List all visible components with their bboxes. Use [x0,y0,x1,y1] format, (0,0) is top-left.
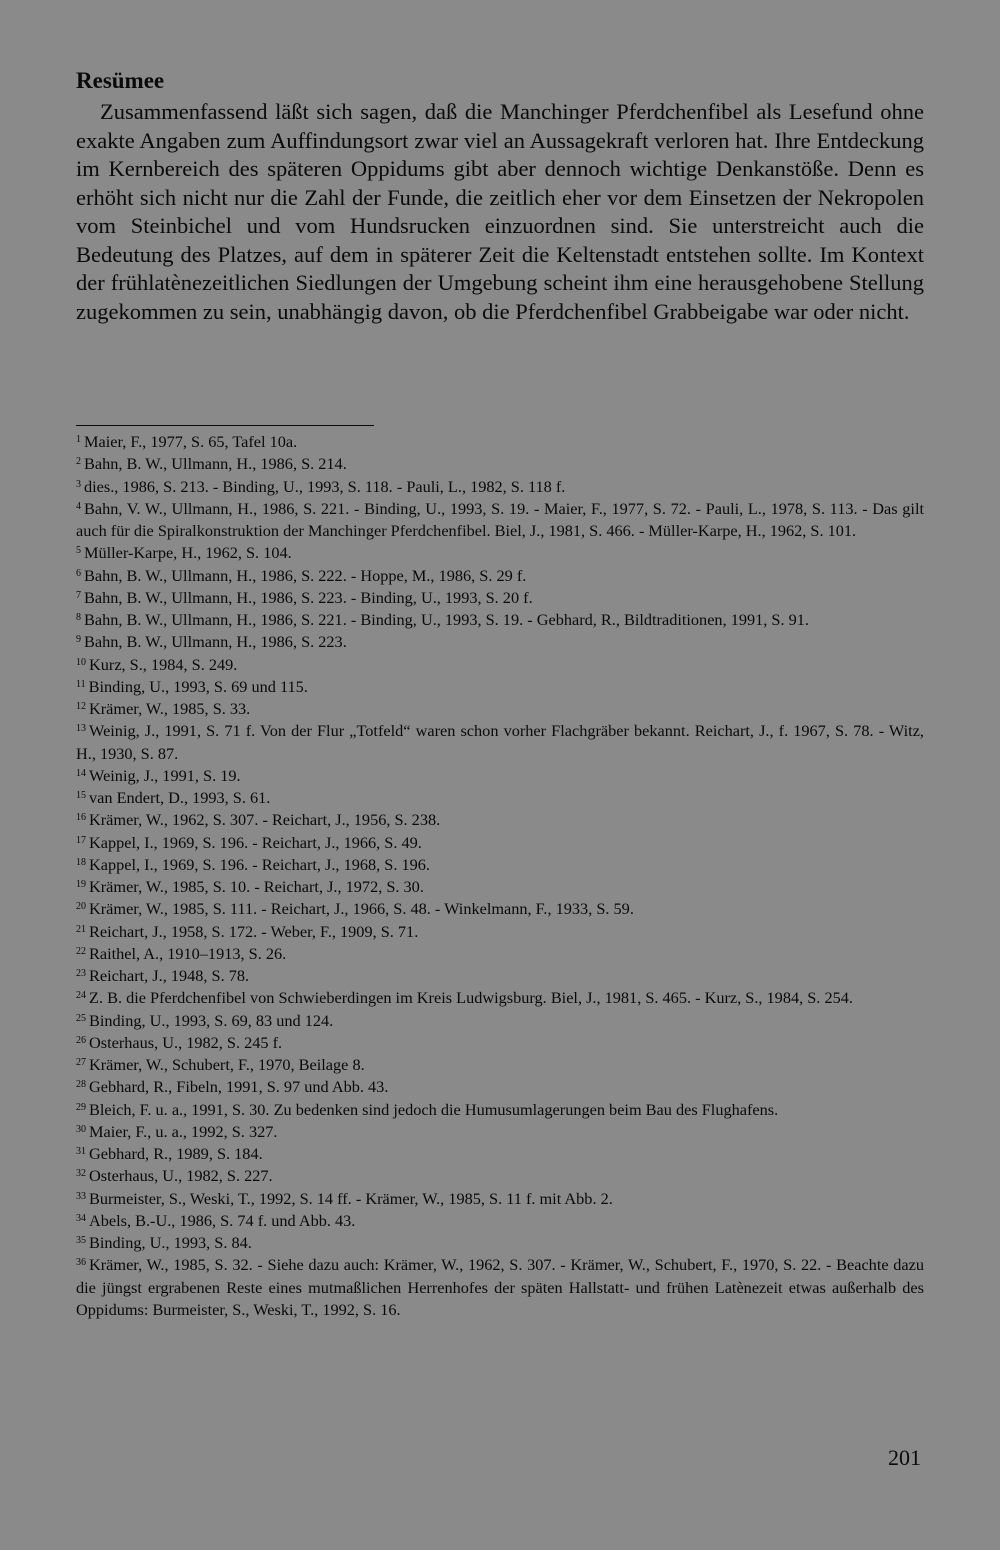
footnote-item [76,1054,924,1076]
footnote-number: 19 [76,879,86,890]
footnote-text: Maier, F., u. a., 1992, S. 327. [89,1121,278,1141]
footnote-number: 13 [76,723,86,735]
footnote-number: 35 [76,1235,86,1246]
footnote-number: 33 [76,1190,86,1202]
footnote-item [76,1254,924,1321]
footnote-text: Gebhard, R., Fibeln, 1991, S. 97 und Abb. 43. [89,1077,389,1097]
footnote-text: Gebhard, R., 1989, S. 184. [89,1144,263,1163]
footnote-number: 22 [76,945,86,957]
footnote-number: 31 [76,1146,86,1157]
footnote-text: Krämer, W., Schubert, F., 1970, Beilage 8. [89,1055,365,1074]
footnote-number: 25 [76,1012,86,1024]
footnote-number: 5 [76,545,81,557]
footnote-number: 6 [76,567,81,579]
footnote-number: 16 [76,812,86,824]
footnote-item [76,787,924,809]
footnote-item [76,1076,924,1098]
footnote-text: Osterhaus, U., 1982, S. 227. [89,1166,273,1186]
footnote-text: Osterhaus, U., 1982, S. 245 f. [89,1032,283,1052]
footnote-number: 29 [76,1101,86,1113]
footnote-text: Weinig, J., 1991, S. 71 f. Von der Flur „Totfeld“ waren schon vorher Flachgräber bekannt. Reichart, J., f. 1967, S. 78. - Witz, H., 1930, S. 87. [76,721,924,763]
footnote-item [76,898,924,920]
footnote-text: Raithel, A., 1910–1913, S. 26. [89,943,287,963]
footnote-item [76,698,924,720]
footnote-text: Maier, F., 1977, S. 65, Tafel 10a. [84,432,298,451]
footnote-number: 36 [76,1257,86,1269]
footnote-item [76,809,924,831]
footnote-text: Abels, B.-U., 1986, S. 74 f. und Abb. 43. [89,1210,356,1230]
footnote-item [76,1143,924,1165]
footnote-number: 17 [76,834,86,846]
footnote-text: Bahn, V. W., Ullmann, H., 1986, S. 221. - Binding, U., 1993, S. 19. - Maier, F., 1977, S. 72. - Pauli, L., 1978, S. 113. - Das gilt auch für die Spiralkonstruktion der Manchinger Pferdchenfibel. Biel, J., 1981, S. 466. - Müller-Karpe, H., 1962, S. 101. [76,498,924,540]
footnote-item [76,876,924,898]
footnote-number: 32 [76,1168,86,1180]
footnote-separator [76,425,374,426]
footnote-text: Reichart, J., 1948, S. 78. [89,966,250,985]
footnote-item [76,1165,924,1187]
footnote-item [76,854,924,876]
footnote-number: 8 [76,612,81,623]
footnote-text: Weinig, J., 1991, S. 19. [89,765,241,785]
footnote-text: Burmeister, S., Weski, T., 1992, S. 14 ff. - Krämer, W., 1985, S. 11 f. mit Abb. 2. [89,1188,613,1208]
footnote-text: Krämer, W., 1985, S. 32. - Siehe dazu auch: Krämer, W., 1962, S. 307. - Krämer, W., Schubert, F., 1970, S. 22. - Beachte dazu die jüngst ergrabenen Reste eines mutmaßlichen Herrenhofes der späten Hallstatt- und frühen Latènezeit etwas außerhalb des Oppidums: Burmeister, S., Weski, T., 1992, S. 16. [76,1255,924,1319]
footnote-number: 24 [76,990,86,1002]
footnote-number: 23 [76,968,86,979]
summary-paragraph: Zusammenfassend läßt sich sagen, daß die Manchinger Pferdchenfibel als Lesefund ohne exakte Angaben zum Auffindungsort zwar viel an Aussagekraft verloren hat. Ihre Entdeckung im Kernbereich des späteren Oppidums gibt aber dennoch wichtige Denkanstöße. Denn es erhöht sich nicht nur die Zahl der Funde, die zeitlich eher vor dem Einsetzen der Nekropolen vom Steinbichel und vom Hundsrucken einzuordnen sind. Sie unterstreicht auch die Bedeutung des Platzes, auf dem in späterer Zeit die Keltenstadt entstehen sollte. Im Kontext der frühlatènezeitlichen Siedlungen der Umgebung scheint ihm eine herausgehobene Stellung zugekommen zu sein, unabhängig davon, ob die Pferdchenfibel Grabbeigabe war oder nicht. [76,99,924,324]
footnote-text: Bleich, F. u. a., 1991, S. 30. Zu bedenken sind jedoch die Humusumlagerungen beim Bau des Flughafens. [89,1099,779,1119]
footnote-text: Kappel, I., 1969, S. 196. - Reichart, J., 1968, S. 196. [89,854,430,874]
footnote-number: 1 [76,434,81,445]
footnote-item [76,587,924,609]
footnote-number: 18 [76,856,86,868]
footnote-item [76,542,924,564]
footnote-item [76,720,924,765]
footnote-item [76,476,924,498]
footnote-item [76,453,924,475]
footnote-text: Bahn, B. W., Ullmann, H., 1986, S. 223. - Binding, U., 1993, S. 20 f. [84,587,533,607]
footnote-number: 21 [76,923,86,935]
footnote-number: 30 [76,1123,86,1135]
footnote-text: Krämer, W., 1962, S. 307. - Reichart, J., 1956, S. 238. [89,810,441,830]
footnote-item [76,987,924,1009]
footnote-item [76,921,924,943]
footnote-number: 34 [76,1212,86,1224]
footnote-text: Binding, U., 1993, S. 84. [89,1233,252,1252]
footnote-item [76,1121,924,1143]
footnote-item [76,1032,924,1054]
footnote-number: 12 [76,701,86,712]
footnote-number: 7 [76,589,81,601]
footnote-number: 10 [76,656,86,668]
footnote-item [76,832,924,854]
footnote-text: Krämer, W., 1985, S. 10. - Reichart, J., 1972, S. 30. [89,877,424,896]
footnote-text: Bahn, B. W., Ullmann, H., 1986, S. 223. [84,632,347,652]
footnote-item [76,1010,924,1032]
footnote-text: Bahn, B. W., Ullmann, H., 1986, S. 214. [84,454,347,474]
footnote-text: Krämer, W., 1985, S. 111. - Reichart, J., 1966, S. 48. - Winkelmann, F., 1933, S. 59. [89,899,634,919]
page-number: 201 [888,1445,921,1470]
section-heading: Resümee [76,68,165,93]
footnote-number: 15 [76,790,86,801]
footnote-item [76,965,924,987]
footnote-text: Müller-Karpe, H., 1962, S. 104. [84,543,292,563]
footnote-list [76,431,924,1321]
footnote-text: Kurz, S., 1984, S. 249. [89,654,238,674]
footnote-number: 26 [76,1034,86,1046]
footnote-item [76,943,924,965]
footnote-number: 20 [76,901,86,913]
footnote-number: 14 [76,767,86,779]
footnote-number: 11 [76,678,86,690]
footnote-text: Bahn, B. W., Ullmann, H., 1986, S. 222. - Hoppe, M., 1986, S. 29 f. [84,565,527,585]
footnote-text: Bahn, B. W., Ullmann, H., 1986, S. 221. - Binding, U., 1993, S. 19. - Gebhard, R., Bildtraditionen, 1991, S. 91. [84,610,809,629]
footnote-number: 28 [76,1079,86,1091]
footnote-number: 27 [76,1057,86,1068]
footnote-item [76,676,924,698]
footnote-item [76,765,924,787]
footnote-item [76,1210,924,1232]
footnote-item [76,498,924,543]
footnote-text: Z. B. die Pferdchenfibel von Schwieberdingen im Kreis Ludwigsburg. Biel, J., 1981, S. 465. - Kurz, S., 1984, S. 254. [89,988,853,1008]
footnote-text: Binding, U., 1993, S. 69 und 115. [88,676,308,696]
footnote-text: van Endert, D., 1993, S. 61. [89,788,271,807]
footnote-item [76,631,924,653]
footnote-text: Kappel, I., 1969, S. 196. - Reichart, J., 1966, S. 49. [89,832,422,852]
footnote-item [76,1099,924,1121]
footnote-number: 4 [76,500,81,512]
footnote-number: 3 [76,478,81,490]
footnote-text: dies., 1986, S. 213. - Binding, U., 1993, S. 118. - Pauli, L., 1982, S. 118 f. [84,476,566,496]
footnote-item [76,609,924,631]
footnote-item [76,565,924,587]
footnote-item [76,1188,924,1210]
footnote-text: Reichart, J., 1958, S. 172. - Weber, F., 1909, S. 71. [89,921,419,941]
footnote-number: 2 [76,456,81,468]
footnote-item [76,654,924,676]
footnote-item [76,1232,924,1254]
footnote-item [76,431,924,453]
footnote-text: Krämer, W., 1985, S. 33. [89,699,251,718]
footnote-number: 9 [76,634,81,646]
footnote-text: Binding, U., 1993, S. 69, 83 und 124. [89,1010,334,1030]
